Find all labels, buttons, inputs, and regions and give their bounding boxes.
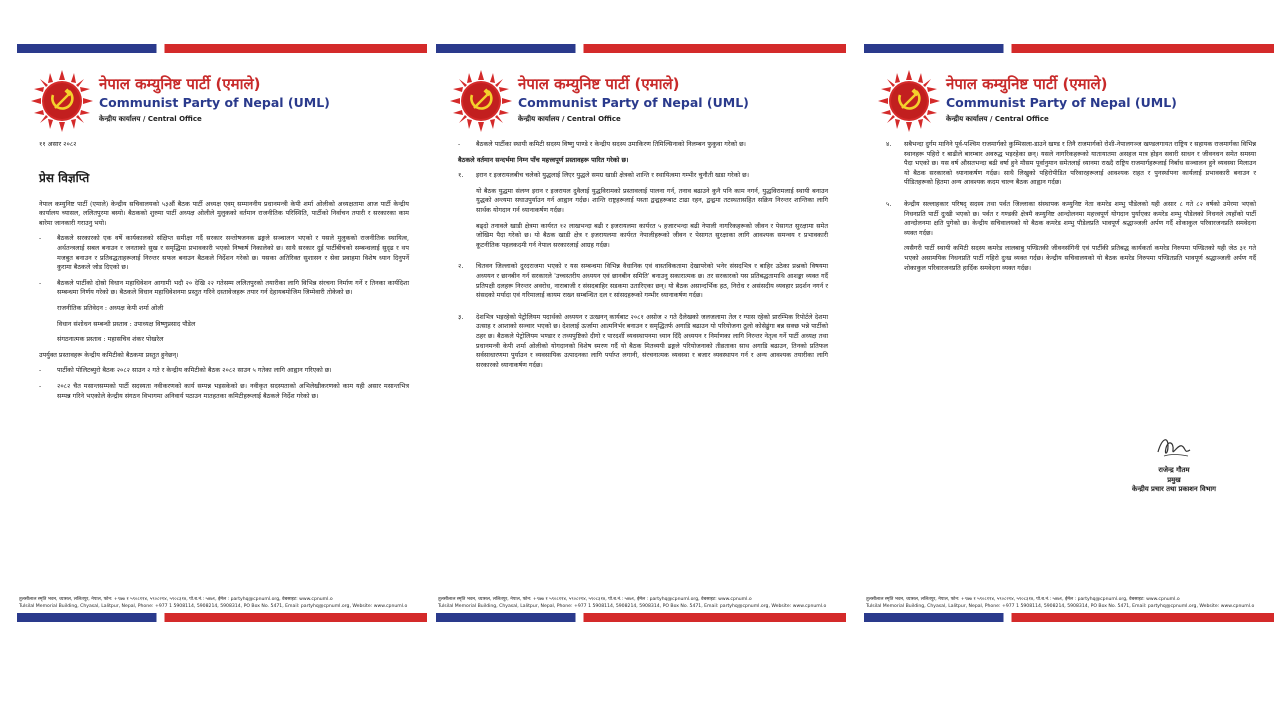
office-label: केन्द्रीय कार्यालय / Central Office <box>518 115 621 123</box>
document-page-1 <box>17 44 427 622</box>
footer-english: Tulsilal Memorial Building, Chyasal, Lalitpur, Nepal, Phone: +977 1 5908114, 5908214, 5908314, PO Box No. 5471, Email: partyhq@cpnuml.org, Website: www.cpnuml.o <box>438 604 827 609</box>
list-item-text: बैठकले पार्टीका स्थायी कमिटी सदस्य विष्णु पाण्डे र केन्द्रीय सदस्य उमाकिरण तिमिल्सिनाको निलम्बन फुकुवा गरेको छ। <box>476 140 746 148</box>
resolution-paragraph: इरान र इजरायलबीच चलेको युद्धलाई लिएर युद्धले समग्र खाडी क्षेत्रको शान्ति र स्थायित्वमा गम्भीर चुनौती खडा गरेको छ। <box>476 171 750 180</box>
signature-block <box>1104 432 1244 495</box>
letterhead <box>31 70 417 130</box>
footer <box>436 596 846 610</box>
office-label: केन्द्रीय कार्यालय / Central Office <box>946 115 1049 123</box>
resolution-paragraph: यो बैठक युद्धमा संलग्न इरान र इजरायल दुवैलाई युद्धविरामको प्रस्तावलाई पालना गर्न, तनाव बढाउने कुनै पनि काम नगर्न, युद्धविरामलाई स्थायी बनाउन युद्धको अन्त्यमा सघाउपुर्याउन गर्न आह्वान गर्दछ। शान्ति राष्ट्रहरूलाई यस्ता द्वन्द्वहरूबाट टाढा रहन, द्वन्द्वमा तटस्थतासहित सक्रिय निरन्तर शान्तिका लागि सार्थक योगदान गर्न ध्यानाकर्षण गर्दछ। <box>476 186 828 214</box>
list-item: - बैठकले पार्टीको दोस्रो विधान महाधिवेशन आगामी भदौ २० देखि २२ गतेसम्म ललितपुरको तयारीका लागि विभिन्न संरचना निर्माण गर्ने र तिनका कार्यदिशा सम्बन्धमा निर्णय गरेको छ। बैठकले विधान महाधिवेशनमा प्रस्तुत गरिने दस्तावेजहरू तयार गर्न देहायबमोजिम जिम्मेवारी तोकेको छ। <box>39 278 409 297</box>
party-emblem-icon <box>450 70 512 132</box>
page-bottom-stripe <box>864 613 1274 622</box>
page-top-stripe <box>864 44 1274 53</box>
party-name-nepali: नेपाल कम्युनिष्ट पार्टी (एमाले) <box>518 75 680 93</box>
resolution-paragraph: देशभित्र भइरहेको पेट्रोलियम पदार्थको अध्ययन र उत्खनन् कार्यबाट २०८१ असोज २ गते दैलेखको जलजलामा तेल र ग्यास रहेको प्रारम्भिक रिपोर्टले देशमा उत्साह र आशाको सञ्चार भएको छ। देशलाई ऊर्जामा आत्मनिर्भर बनाउन र समृद्धितर्फ अगाडि बढाउन यो परियोजना ठूलो कोसेढुंगा बन्न सक्छ भन्ने पार्टीको ठहर छ। बैठकले पेट्रोलियम भण्डार र तथ्यपुष्टिको दीगो र पारदर्शी व्यवस्थापनमा ध्यान दिँदै अध्ययन र निर्माणका लागि निरन्तर नेतृत्व गर्ने पार्टी अध्यक्ष तथा प्रधानमन्त्री केपी शर्मा ओलीको योगदानको विशेष स्मरण गर्दै यो बैठक मितव्ययी ढङ्गले परियोजनाको तीव्रताका साथ अगाडि बढाउन, तिनको प्रतिफल सर्वसाधारणमा पुर्याउन र व्यवसायिक उत्पादनका लागि पर्याप्त लगानी, संरचनात्मक व्यवस्था र बजार व्यवस्थापन गर्न र अन्य आवश्यक तयारीका लागि सरकारको ध्यानाकर्षण गर्दछ। <box>476 312 828 369</box>
document-title: प्रेस विज्ञप्ति <box>39 170 90 185</box>
resolution-number: ५. <box>886 199 892 208</box>
resolution-item <box>458 262 828 306</box>
footer <box>17 596 427 610</box>
resolution-paragraph: त्यसैगरी पार्टी स्थायी कमिटी सदस्य कमरेड लालबाबु पण्डितकी जीवनसंगिनी एवं पार्टीकी प्रतिबद्ध कार्यकर्ता कमरेड निरुपमा पण्डितको यही जेठ ३१ गते भएको असामयिक निधनप्रति पार्टी गहिरो दुःख व्यक्त गर्दछ। केन्द्रीय सचिवालयको यो बैठक कमरेड निरुपमा पण्डितप्रति भावपूर्ण श्रद्धाञ्जली अर्पण गर्दै शोकाकुल परिवारजनप्रति हार्दिक समवेदना व्यक्त गर्दछ। <box>904 244 1256 272</box>
party-emblem-icon <box>878 70 940 132</box>
resolution-number: ४. <box>886 140 892 148</box>
party-name-nepali: नेपाल कम्युनिष्ट पार्टी (एमाले) <box>946 75 1108 93</box>
list-item: - बैठकले सरकारको एक वर्षे कार्यकालको संक्षिप्त समीक्षा गर्दै सरकार सन्तोषजनक ढङ्गले सञ्चालन भएको र यसले मुलुकको राजनीतिक स्थायित्व, अर्थतन्त्रलाई सबल बनाउन र जनताको सुख र समृद्धिमा प्रभावकारी भएको निष्कर्ष निकालेको छ। साथै सरकार दुई पार्टीबीचको सम्बन्धलाई सुदृढ र थप मजबुत बनाउन र प्रतिवद्धताहरूलाई निरन्तर सफल बनाउन बैठकले निर्देशन गरेको छ। यसका अतिरिक्त सुशासन र सेवा प्रवाहमा विशेष ध्यान दिनुपर्ने कुरामा बैठकले जोड दिएको छ। <box>39 234 409 272</box>
page-bottom-stripe <box>17 613 427 622</box>
section-heading: बैठकले वर्तमान सन्दर्भमा निम्न पाँच महत्त्वपूर्ण प्रस्तावहरू पारित गरेको छ। <box>458 155 629 164</box>
resolution-item <box>458 313 828 377</box>
list-item-text: २०८२ चैत मसान्तसम्मको पार्टी सदस्यता नवीकरणको कार्य सम्पन्न भइसकेको छ। नवीकृत सदस्यताको अभिलेखीकरणको काम यही असार मसान्तभित्र सम्पन्न गरिने भएकोले केन्द्रीय संगठन विभागमा अनिवार्य पठाउन मातहतका कमिटीहरूलाई बैठकले निर्देश गरेको छ। <box>57 381 409 400</box>
resolution-number: १. <box>458 171 464 180</box>
intro-paragraph: नेपाल कम्युनिष्ट पार्टी (एमाले) केन्द्रीय सचिवालयको ५३औं बैठक पार्टी अध्यक्ष एवम् सम्माननीय प्रधानमन्त्री केपी शर्मा ओलीको अध्यक्षतामा आज पार्टी केन्द्रीय कार्यालय च्यासल, ललितपुरमा बस्यो। बैठकको शुरुमा पार्टी अध्यक्ष ओलीले मुलुकको वर्तमान राजनीतिक परिस्थिति, पार्टीको निर्वाचन तयारी र सरकारका काम बारेमा जानकारी गराउनु भयो। <box>39 199 409 227</box>
office-label: केन्द्रीय कार्यालय / Central Office <box>99 115 202 123</box>
resolution-paragraph: बढ्दो तनावले खाडी क्षेत्रमा कार्यरत १२ लाखभन्दा बढी र इजरायलमा कार्यरत ५ हजारभन्दा बढी नेपाली नागरिकहरूको जीवन र पेसागत सुरक्षामा समेत जोखिम पैदा गरेको छ। यो बैठक खाडी क्षेत्र र इजरायलमा कार्यरत नेपालीहरूको जीवन र पेसागत सुरक्षाका लागि आवश्यक समन्वय र प्रभावकारी कूटनीतिक पहलकदमी गर्न नेपाल सरकारलाई आग्रह गर्दछ। <box>476 221 828 249</box>
page-bottom-stripe <box>436 613 846 622</box>
party-name-english: Communist Party of Nepal (UML) <box>99 95 330 110</box>
footer-english: Tulsilal Memorial Building, Chyasal, Lalitpur, Nepal, Phone: +977 1 5908114, 5908214, 5908314, PO Box No. 5471, Email: partyhq@cpnuml.org, Website: www.cpnuml.o <box>866 604 1255 609</box>
resolution-number: ३. <box>458 312 464 321</box>
list-item-text: बैठकले सरकारको एक वर्षे कार्यकालको संक्षिप्त समीक्षा गर्दै सरकार सन्तोषजनक ढङ्गले सञ्चालन भएको र यसले मुलुकको राजनीतिक स्थायित्व, अर्थतन्त्रलाई सबल बनाउन र जनताको सुख र समृद्धिमा प्रभावकारी भएको निष्कर्ष निकालेको छ। साथै सरकार दुई पार्टीबीचको सम्बन्धलाई सुदृढ र थप मजबुत बनाउन र प्रतिवद्धताहरूलाई निरन्तर सफल बनाउन बैठकले निर्देशन गरेको छ। यसका अतिरिक्त सुशासन र सेवा प्रवाहमा विशेष ध्यान दिनुपर्ने कुरामा बैठकले जोड दिएको छ। <box>57 234 409 272</box>
assignment: विधान संशोधन सम्बन्धी प्रस्ताव : उपाध्यक्ष विष्णुप्रसाद पौडेल <box>57 319 196 328</box>
after-note: उपर्युक्त प्रस्तावहरू केन्द्रीय कमिटीको बैठकमा प्रस्तुत हुनेछन्। <box>39 350 179 359</box>
party-emblem-icon <box>31 70 93 132</box>
list-item: - २०८२ चैत मसान्तसम्मको पार्टी सदस्यता नवीकरणको कार्य सम्पन्न भइसकेको छ। नवीकृत सदस्यताको अभिलेखीकरणको काम यही असार मसान्तभित्र सम्पन्न गरिने भएकोले केन्द्रीय संगठन विभागमा अनिवार्य पठाउन मातहतका कमिटीहरूलाई बैठकले निर्देश गरेको छ। <box>39 381 409 400</box>
signatory-name: राजेन्द्र गौतम <box>1158 466 1190 474</box>
resolution-item <box>458 171 828 256</box>
list-item: - बैठकले पार्टीका स्थायी कमिटी सदस्य विष्णु पाण्डे र केन्द्रीय सदस्य उमाकिरण तिमिल्सिनाको निलम्बन फुकुवा गरेको छ। <box>458 140 828 150</box>
footer-english: Tulsilal Memorial Building, Chyasal, Lalitpur, Nepal, Phone: +977 1 5908114, 5908214, 5908314, PO Box No. 5471, Email: partyhq@cpnuml.org, Website: www.cpnuml.o <box>19 604 408 609</box>
page-body <box>39 140 409 407</box>
resolution-number: २. <box>458 262 464 271</box>
letterhead <box>450 70 836 130</box>
page-body <box>886 140 1256 285</box>
list-item-text: बैठकले पार्टीको दोस्रो विधान महाधिवेशन आगामी भदौ २० देखि २२ गतेसम्म ललितपुरको तयारीका लागि विभिन्न संरचना निर्माण गर्ने र तिनका कार्यदिशा सम्बन्धमा निर्णय गरेको छ। बैठकले विधान महाधिवेशनमा प्रस्तुत गरिने दस्तावेजहरू तयार गर्न देहायबमोजिम जिम्मेवारी तोकेको छ। <box>57 278 409 297</box>
party-name-english: Communist Party of Nepal (UML) <box>946 95 1177 110</box>
page-top-stripe <box>17 44 427 53</box>
resolution-item <box>886 140 1256 194</box>
signatory-department: केन्द्रीय प्रचार तथा प्रकाशन विभाग <box>1132 485 1216 493</box>
party-name-english: Communist Party of Nepal (UML) <box>518 95 749 110</box>
page-body <box>458 140 828 382</box>
signature-icon <box>1154 432 1194 462</box>
page-top-stripe <box>436 44 846 53</box>
resolution-item <box>886 200 1256 279</box>
signatory-role: प्रमुख <box>1167 475 1181 484</box>
resolution-paragraph: चितवन जिल्लाको दुरदराजमा भएको र यस सम्बन्धमा विभिन्न वैधानिक एवं वास्तविकतामा देखापरेको भनेर संसदभित्र र बाहिर उठेका प्रश्नको विषयमा अध्ययन र छानबीन गर्न सरकारले 'उच्चस्तरीय अध्ययन एवं छानबीन समिति' बनाउनु सकारात्मक छ। तर सरकारको यस प्रतिबद्धतामाथि आशङ्का व्यक्त गर्दै प्रतिपक्षी दलहरू निरन्तर अवरोध, नाराबाजी र संसदबाहिर सडकमा उतारिएका छन्। यो बैठक असान्दर्भिक हठ, निरोध र असंसदीय व्यवहार प्रदर्शन नगर्न र संसदको मर्यादा एवं गरिमालाई कायम राख्न सम्बन्धित दल र सांसदहरूको गम्भीर ध्यानाकर्षण गर्दछ। <box>476 262 828 300</box>
footer-nepali: तुलसीलाल स्मृति भवन, च्यासल, ललितपुर, नेपाल, फोन: +९७७ १ ५९०८११४, ५९०८२१४, ५९०८३१४, पो.ब.नं.: ५४७१, ईमेल : partyhq@cpnuml.org, वेबसाइट: www.cpnuml.o <box>866 597 1180 602</box>
document-page-3 <box>864 44 1274 622</box>
resolution-paragraph: सबैभन्दा दुर्गम मानिने पूर्व-पश्चिम राजमार्गको कुम्भिसला-डाउने खण्ड र तिनै राजमार्गको रोशी-नेपालगञ्ज खण्डलगायत राष्ट्रिय र सहायक राजमार्गका विभिन्न स्थानहरू पहिरो र बाढीले बारम्बार अवरुद्ध भइरहेका छन्। यसले नागरिकहरूको यातायातमा असहज मात्र होइन सवारी साधन र जीवनधन समेत समस्या पैदा भएको छ। यस वर्ष औसतभन्दा बढी वर्षा हुने मौसम पूर्वानुमान समेतलाई ध्यानमा राख्दै राष्ट्रिय राजमार्गहरूलाई निर्बाध सञ्चालन हुने व्यवस्था मिलाउन यो बैठक सरकारको ध्यानाकर्षण गर्दछ। साथै लिखुको पहिरोपीडित परिवारहरूलाई आवश्यक राहत र पुनर्स्थापना कार्यलाई प्रभावकारी बनाउन र पीडितहरूको हितमा अन्य आवश्यक कदम चाल्न बैठक आह्वान गर्दछ। <box>904 140 1256 187</box>
assignment: राजनीतिक प्रतिवेदन : अध्यक्ष केपी शर्मा ओली <box>57 303 164 312</box>
list-item-text: पार्टीको पोलिटब्युरो बैठक २०८२ साउन २ गते र केन्द्रीय कमिटीको बैठक २०८२ साउन ५ गतेका लागि आह्वान गरिएको छ। <box>57 366 332 375</box>
document-page-2 <box>436 44 846 622</box>
party-name-nepali: नेपाल कम्युनिष्ट पार्टी (एमाले) <box>99 75 261 93</box>
resolution-paragraph: केन्द्रीय सल्लाहकार परिषद् सदस्य तथा पर्वत जिल्लाका संस्थापक कम्युनिष्ट नेता कमरेड शम्भु पौडेलको यही असार ८ गते ८२ वर्षको उमेरमा भएको निधनप्रति पार्टी दुःखी भएको छ। पर्वत र गण्डकी क्षेत्रमै कम्युनिष्ट आन्दोलनमा महत्त्वपूर्ण योगदान पुर्याएका कमरेड शम्भु पौडेलको निधनले त्यहाँको पार्टी आन्दोलनमा क्षति पुगेको छ। केन्द्रीय सचिवालयको यो बैठक कमरेड शम्भु पौडेलप्रति भावपूर्ण श्रद्धाञ्जली अर्पण गर्दै शोकाकुल परिवारजनप्रति समवेदना व्यक्त गर्दछ। <box>904 199 1256 237</box>
footer-nepali: तुलसीलाल स्मृति भवन, च्यासल, ललितपुर, नेपाल, फोन: +९७७ १ ५९०८११४, ५९०८२१४, ५९०८३१४, पो.ब.नं.: ५४७१, ईमेल : partyhq@cpnuml.org, वेबसाइट: www.cpnuml.o <box>438 597 752 602</box>
footer-nepali: तुलसीलाल स्मृति भवन, च्यासल, ललितपुर, नेपाल, फोन: +९७७ १ ५९०८११४, ५९०८२१४, ५९०८३१४, पो.ब.नं.: ५४७१, ईमेल : partyhq@cpnuml.org, वेबसाइट: www.cpnuml.o <box>19 597 333 602</box>
list-item: - पार्टीको पोलिटब्युरो बैठक २०८२ साउन २ गते र केन्द्रीय कमिटीको बैठक २०८२ साउन ५ गतेका लागि आह्वान गरिएको छ। <box>39 366 409 376</box>
letterhead <box>878 70 1264 130</box>
assignment: संगठनात्मक प्रस्ताव : महासचिव शंकर पोखरेल <box>57 335 164 344</box>
footer <box>864 596 1274 610</box>
date: ११ असार २०८२ <box>39 140 77 148</box>
